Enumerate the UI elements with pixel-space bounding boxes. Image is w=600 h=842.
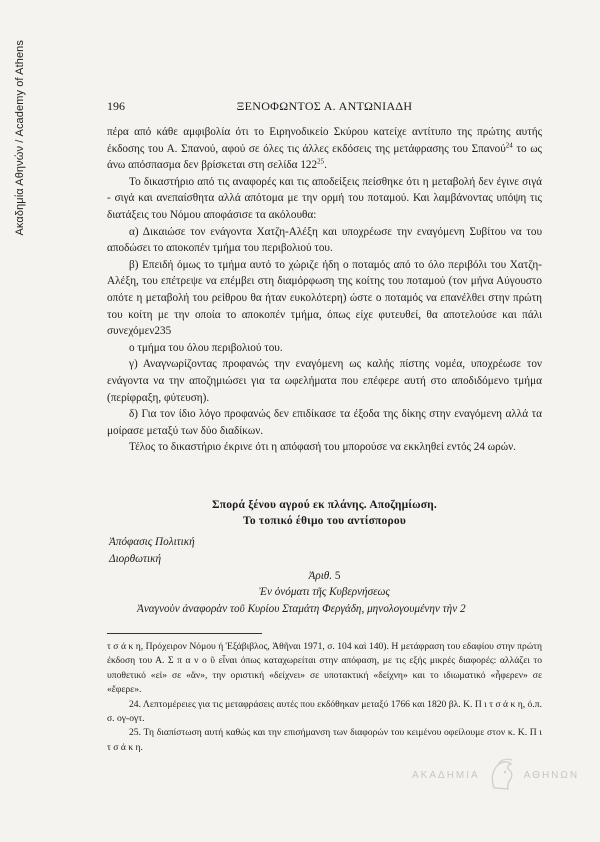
watermark-right-word: ΑΘΗΝΩΝ [523,769,580,781]
body-text [107,124,542,456]
decree-type: Ἀπόφασις Πολιτική [109,536,195,548]
paragraph-5: ο τμήμα του όλου περιβολιού του. [129,341,283,354]
paragraph-1-mid: το ως άνω απόσπασμα δεν βρίσκεται στη σελίδα 122 [107,142,542,172]
footnote-24: 24. Λεπτομέρειες για τις μεταφράσεις αυτές που εκδόθηκαν μεταξύ 1766 και 1820 βλ. Κ. Π ι τ σ ά κ η, ό.π. σ. ογ-ογτ. [107,698,542,725]
paragraph-2: Το δικαστήριο από τις αναφορές και τις αποδείξεις πείσθηκε ότι η μεταβολή δεν έγινε σιγά - σιγά και ανεπαίσθητα αλλά απότομα με την ορμή του ποταμού. Και λαμβάνοντας υπόψη τις διατάξεις του Νόμου αποφάσισε τα ακόλουθα: [107,175,542,221]
paragraph-3: α) Δικαιώσε τον ενάγοντα Χατζη-Αλέξη και υποχρέωσε την εναγόμενη Συβίτου να του αποδώσει το αποκοπέν τμήμα του περιβολιού του. [107,225,542,255]
athena-head-icon [488,758,516,792]
section-heading [107,497,542,529]
academy-watermark [412,758,579,792]
decree-number-label: Ἀριθ. [308,569,333,582]
decree-opening-line: Ἀναγνοὺν ἀναφορὰν τοῦ Κυρίου Σταμάτη Φεργάδη, μηνολογουμένην τὴν 2 [137,603,466,616]
footnote-continued: τ σ ά κ η, Πρόχειρον Νόμου ή Ἑξάβιβλος, Ἀθῆναι 1971, σ. 104 καὶ 140). Η μετάφραση του εδαφίου στην πρώτη έκδοση του Α. Σ π α ν ο ῦ εἶναι όπως καταχωρείται στην απόφαση, με τις εξής μικρές διαφορές: αλλάζει το υποθετικό «εἰ» σε «ἄν», την οριστική «δείχνει» σε υποτακτική «δείχνη» και το ιδιωματικό «ἦφερεν» σε «ἔφερε». [107,641,542,696]
section-heading-line-2: Το τοπικό έθιμο του αντίσπορου [243,515,406,527]
decree-number-value: 5 [332,569,341,582]
paragraph-1 [107,124,542,174]
decree-subtype: Διορθωτική [109,552,162,565]
footnotes [107,640,542,755]
archive-side-label: Ακαδημία Αθηνών / Academy of Athens [14,40,26,236]
decree-number [107,568,542,585]
footnote-ref-25: 25 [317,157,325,166]
decree-invocation: Ἐν ὀνόματι τῆς Κυβερνήσεως [259,586,390,599]
footnote-ref-24: 24 [505,140,513,149]
paragraph-7: δ) Για τον ίδιο λόγο προφανώς δεν επιδίκασε τα έξοδα της δίκης στην εναγόμενη αλλά τα μοίρασε μεταξύ των δύο διαδίκων. [107,408,542,437]
footnote-25: 25. Τη διαπίστωση αυτή καθώς και την επισήμανση των διαφορών του κειμένου οφείλουμε στον κ. Κ. Π ι τ σ ά κ η. [107,727,542,753]
paragraph-6: γ) Αναγνωρίζοντας προφανώς την εναγόμενη ως καλής πίστης νομέα, υποχρέωσε τον ενάγοντα να την αποζημιώσει για τα ωφελήματα που επέφερε αυτή στο αποδιδόμενο τμήμα (περίφραξη, φύτευση). [107,358,542,404]
footnote-divider [107,633,262,634]
watermark-left-word: ΑΚΑΔΗΜΙΑ [412,769,480,781]
paragraph-1-start: πέρα από κάθε αμφιβολία ότι το Ειρηνοδικείο Σκύρου κατείχε αντίτυπο της πρώτης αυτής έκδοσης του Α. Σπανού, αφού σε όλες τις άλλες εκδόσεις της μετάφρασης του Σπανού [107,126,542,155]
page-number: 196 [107,99,125,113]
section-heading-line-1: Σπορά ξένου αγρού εκ πλάνης. Αποζημίωση. [212,499,437,511]
running-title: ΞΕΝΟΦΩΝΤΟΣ Α. ΑΝΤΩΝΙΑΔΗ [236,99,413,113]
paragraph-4: β) Επειδή όμως το τμήμα αυτό το χώριζε ήδη ο ποταμός από το όλο περιβόλι του Χατζη-Αλέξη, του επέτρεψε να επέμβει στη διαμόρφωση της κοίτης του ποταμού (τον μήνα Αύγουστο οπότε η μεταβολή του ρείθρου θα ήταν ευκολότερη) ώστε ο ποταμός να επανέλθει στην πρώτη του κοίτη με την οποία το αποκοπέν τμήμα, όπως είχε φυτευθεί, θα αποτελούσε και πάλι συνεχόμεν235 [107,258,542,338]
paragraph-1-end: . [324,159,327,172]
paragraph-8: Τέλος το δικαστήριο έκρινε ότι η απόφασή του μπορούσε να εκκληθεί εντός 24 ωρών. [129,441,516,454]
decree-block [107,534,542,618]
